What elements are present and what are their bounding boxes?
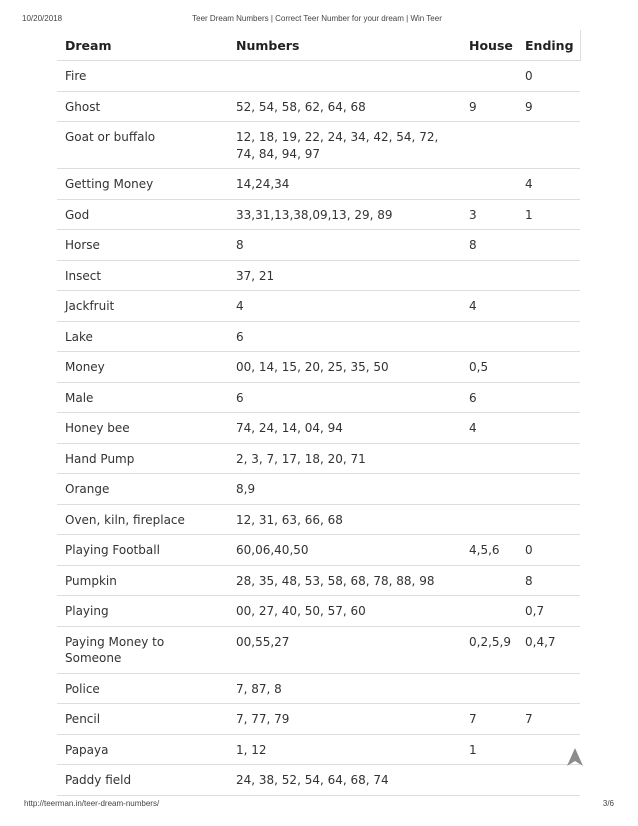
- numbers-cell: 7, 87, 8: [228, 673, 461, 704]
- house-cell: 4: [461, 413, 517, 444]
- numbers-cell: 24, 38, 52, 54, 64, 68, 74: [228, 765, 461, 796]
- header-dream: Dream: [57, 30, 228, 61]
- scroll-to-top-arrow-icon[interactable]: [567, 748, 583, 766]
- house-cell: [461, 169, 517, 200]
- numbers-cell: 8,9: [228, 474, 461, 505]
- table-row: [57, 260, 580, 291]
- ending-cell: 0: [517, 61, 580, 92]
- numbers-cell: 6: [228, 321, 461, 352]
- numbers-cell: 4: [228, 291, 461, 322]
- ending-cell: 0,7: [517, 596, 580, 627]
- ending-cell: [517, 122, 580, 169]
- dream-cell: Paddy field: [57, 765, 228, 796]
- ending-cell: [517, 230, 580, 261]
- table-row: [57, 704, 580, 735]
- table-row: [57, 122, 580, 169]
- numbers-cell: 2, 3, 7, 17, 18, 20, 71: [228, 443, 461, 474]
- house-cell: 0,2,5,9: [461, 626, 517, 673]
- numbers-cell: 12, 18, 19, 22, 24, 34, 42, 54, 72, 74, 84, 94, 97: [228, 122, 461, 169]
- house-cell: [461, 321, 517, 352]
- table-row: [57, 474, 580, 505]
- house-cell: 7: [461, 704, 517, 735]
- house-cell: [461, 260, 517, 291]
- house-cell: 1: [461, 734, 517, 765]
- header-numbers: Numbers: [228, 30, 461, 61]
- house-cell: 3: [461, 199, 517, 230]
- ending-cell: 9: [517, 91, 580, 122]
- table-row: [57, 734, 580, 765]
- table-row: [57, 565, 580, 596]
- page-number: 3/6: [602, 799, 614, 808]
- house-cell: 4,5,6: [461, 535, 517, 566]
- house-cell: [461, 61, 517, 92]
- numbers-cell: 33,31,13,38,09,13, 29, 89: [228, 199, 461, 230]
- dream-cell: Honey bee: [57, 413, 228, 444]
- numbers-cell: 00,55,27: [228, 626, 461, 673]
- numbers-cell: 12, 31, 63, 66, 68: [228, 504, 461, 535]
- ending-cell: 0: [517, 535, 580, 566]
- table-header-row: [57, 30, 580, 61]
- table-row: [57, 596, 580, 627]
- ending-cell: 4: [517, 169, 580, 200]
- print-date: 10/20/2018: [22, 14, 63, 23]
- table-row: [57, 352, 580, 383]
- ending-cell: [517, 260, 580, 291]
- house-cell: 9: [461, 91, 517, 122]
- dream-cell: Horse: [57, 230, 228, 261]
- ending-cell: [517, 413, 580, 444]
- numbers-cell: 37, 21: [228, 260, 461, 291]
- dream-cell: Getting Money: [57, 169, 228, 200]
- table-row: [57, 535, 580, 566]
- table-row: [57, 443, 580, 474]
- numbers-cell: 8: [228, 230, 461, 261]
- dream-cell: Money: [57, 352, 228, 383]
- numbers-cell: 28, 35, 48, 53, 58, 68, 78, 88, 98: [228, 565, 461, 596]
- house-cell: 8: [461, 230, 517, 261]
- ending-cell: [517, 382, 580, 413]
- numbers-cell: 52, 54, 58, 62, 64, 68: [228, 91, 461, 122]
- house-cell: 4: [461, 291, 517, 322]
- ending-cell: [517, 321, 580, 352]
- house-cell: [461, 504, 517, 535]
- ending-cell: 0,4,7: [517, 626, 580, 673]
- numbers-cell: 74, 24, 14, 04, 94: [228, 413, 461, 444]
- dream-cell: Pencil: [57, 704, 228, 735]
- ending-cell: [517, 352, 580, 383]
- ending-cell: [517, 291, 580, 322]
- dream-cell: Hand Pump: [57, 443, 228, 474]
- numbers-cell: 6: [228, 382, 461, 413]
- house-cell: [461, 765, 517, 796]
- ending-cell: [517, 673, 580, 704]
- numbers-cell: 00, 14, 15, 20, 25, 35, 50: [228, 352, 461, 383]
- print-url: http://teerman.in/teer-dream-numbers/: [24, 799, 160, 808]
- numbers-cell: [228, 61, 461, 92]
- house-cell: [461, 443, 517, 474]
- dream-cell: Lake: [57, 321, 228, 352]
- table-row: [57, 61, 580, 92]
- table-row: [57, 91, 580, 122]
- print-page-title: Teer Dream Numbers | Correct Teer Number for your dream | Win Teer: [192, 14, 442, 23]
- numbers-cell: 1, 12: [228, 734, 461, 765]
- house-cell: [461, 596, 517, 627]
- dream-cell: Papaya: [57, 734, 228, 765]
- dream-numbers-table: [57, 30, 581, 796]
- table-row: [57, 673, 580, 704]
- house-cell: [461, 474, 517, 505]
- header-house: House: [461, 30, 517, 61]
- header-ending: Ending: [517, 30, 580, 61]
- table-row: [57, 291, 580, 322]
- dream-cell: Playing: [57, 596, 228, 627]
- table-row: [57, 382, 580, 413]
- dream-cell: Playing Football: [57, 535, 228, 566]
- house-cell: 0,5: [461, 352, 517, 383]
- ending-cell: [517, 474, 580, 505]
- house-cell: [461, 122, 517, 169]
- ending-cell: 8: [517, 565, 580, 596]
- house-cell: [461, 565, 517, 596]
- table-row: [57, 504, 580, 535]
- dream-cell: Male: [57, 382, 228, 413]
- dream-cell: Pumpkin: [57, 565, 228, 596]
- numbers-cell: 14,24,34: [228, 169, 461, 200]
- dream-cell: Fire: [57, 61, 228, 92]
- table-row: [57, 321, 580, 352]
- dream-cell: Goat or buffalo: [57, 122, 228, 169]
- table-row: [57, 413, 580, 444]
- dream-cell: Jackfruit: [57, 291, 228, 322]
- house-cell: 6: [461, 382, 517, 413]
- table-row: [57, 230, 580, 261]
- numbers-cell: 7, 77, 79: [228, 704, 461, 735]
- dream-cell: Ghost: [57, 91, 228, 122]
- table-row: [57, 765, 580, 796]
- ending-cell: [517, 443, 580, 474]
- table-row: [57, 169, 580, 200]
- dream-cell: Oven, kiln, fireplace: [57, 504, 228, 535]
- dream-cell: Paying Money to Someone: [57, 626, 228, 673]
- ending-cell: [517, 765, 580, 796]
- table-row: [57, 626, 580, 673]
- table-row: [57, 199, 580, 230]
- ending-cell: [517, 504, 580, 535]
- table-body: [57, 61, 580, 796]
- ending-cell: 1: [517, 199, 580, 230]
- numbers-cell: 60,06,40,50: [228, 535, 461, 566]
- dream-cell: God: [57, 199, 228, 230]
- ending-cell: 7: [517, 704, 580, 735]
- dream-cell: Insect: [57, 260, 228, 291]
- house-cell: [461, 673, 517, 704]
- dream-cell: Orange: [57, 474, 228, 505]
- dream-cell: Police: [57, 673, 228, 704]
- numbers-cell: 00, 27, 40, 50, 57, 60: [228, 596, 461, 627]
